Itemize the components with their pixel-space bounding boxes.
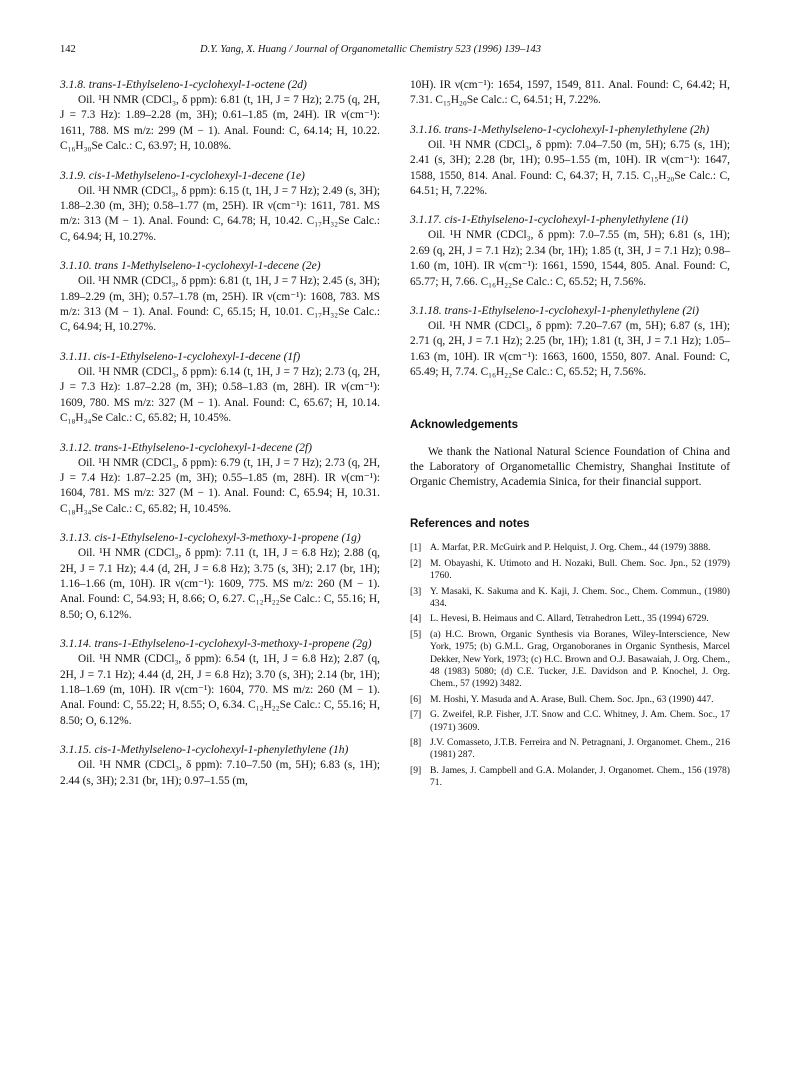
reference-text: M. Obayashi, K. Utimoto and H. Nozaki, Bull. Chem. Soc. Jpn., 52 (1979) 1760. xyxy=(430,557,730,582)
section-title: 3.1.18. trans-1-Ethylseleno-1-cyclohexyl-1-phenylethylene (2i) xyxy=(410,305,699,318)
section-body: Oil. ¹H NMR (CDCl₃, δ ppm): 7.10–7.50 (m, 5H); 6.83 (s, 1H); 2.44 (s, 3H); 2.31 (br, 1H); 0.97–1.55 (m, xyxy=(60,759,380,787)
page-number: 142 xyxy=(60,44,76,55)
section-title: 3.1.9. cis-1-Methylseleno-1-cyclohexyl-1-decene (1e) xyxy=(60,169,305,182)
reference-item xyxy=(410,765,730,790)
reference-number: [9] xyxy=(410,764,422,776)
reference-item xyxy=(410,709,730,734)
section-title: 3.1.12. trans-1-Ethylseleno-1-cyclohexyl-1-decene (2f) xyxy=(60,441,312,454)
reference-text: Y. Masaki, K. Sakuma and K. Kaji, J. Chem. Soc., Chem. Commun., (1980) 434. xyxy=(430,585,730,609)
reference-number: [7] xyxy=(410,709,422,721)
running-title: D.Y. Yang, X. Huang / Journal of Organometallic Chemistry 523 (1996) 139–143 xyxy=(200,44,541,55)
section-3-1-16 xyxy=(410,123,730,200)
reference-text: (a) H.C. Brown, Organic Synthesis via Boranes, Wiley-Interscience, New York, 1975; (b) G.M.L. Grag, Organoboranes in Organic Synthesis, Marcel Dekker, New York, 1973; (c) H.C. Brown and O.J. Basawaiah, J. Org. Chem., 48 (1983) 5080; (d) C.E. Tucker, J.E. Davidson and P. Knochel, J. Org. Chem., 57 (1992) 3482. xyxy=(430,628,730,690)
right-column xyxy=(410,78,730,793)
left-column xyxy=(60,78,380,803)
section-body: Oil. ¹H NMR (CDCl₃, δ ppm): 7.04–7.50 (m, 5H); 6.75 (s, 1H); 2.41 (s, 3H); 2.28 (br, 1H); 0.95–1.55 (m, 10H). IR ν(cm⁻¹): 1647, 1588, 1550, 814. Anal. Found: C, 64.37; H, 7.15. C₁₅H₂₀Se Calc.: C, 64.51; H, 7.22%. xyxy=(410,138,730,198)
section-body: Oil. ¹H NMR (CDCl₃, δ ppm): 6.79 (t, 1H, J = 7 Hz); 2.73 (q, 2H, J = 7.4 Hz): 1.87–2.25 (m, 3H); 0.55–1.85 (m, 28H). IR ν(cm⁻¹): 1604, 781. MS m/z: 327 (M − 1). Anal. Found: C, 65.94; H, 10.31. C₁₈H₃₄Se Calc.: C, 65.82; H, 10.45%. xyxy=(60,456,380,515)
reference-text: J.V. Comasseto, J.T.B. Ferreira and N. Petragnani, J. Organomet. Chem., 216 (1981) 287. xyxy=(430,736,730,761)
reference-item xyxy=(410,542,730,554)
section-body: Oil. ¹H NMR (CDCl₃, δ ppm): 6.14 (t, 1H, J = 7 Hz); 2.73 (q, 2H, J = 7.3 Hz): 1.87–2.28 (m, 3H); 0.58–1.83 (m, 28H). IR ν(cm⁻¹): 1609, 780. MS m/z: 327 (M − 1). Anal. Found: C, 65.67; H, 10.14. C₁₈H₃₄Se Calc.: C, 65.82; H, 10.45%. xyxy=(60,365,380,425)
reference-text: B. James, J. Campbell and G.A. Molander, J. Organomet. Chem., 156 (1978) 71. xyxy=(430,764,730,789)
reference-text: M. Hoshi, Y. Masuda and A. Arase, Bull. Chem. Soc. Jpn., 63 (1990) 447. xyxy=(430,693,714,705)
reference-number: [6] xyxy=(410,693,422,705)
reference-number: [4] xyxy=(410,613,422,625)
section-3-1-17 xyxy=(410,213,730,290)
section-3-1-13 xyxy=(60,531,380,623)
acknowledgements-text: We thank the National Natural Science Foundation of China and the Laboratory of Organometallic Chemistry, Shanghai Institute of Organic Chemistry, Academia Sinica, for their financial support. xyxy=(410,445,730,489)
section-body: Oil. ¹H NMR (CDCl₃, δ ppm): 6.15 (t, 1H, J = 7 Hz); 2.49 (s, 3H); 1.88–2.30 (m, 3H); 0.58–1.77 (m, 25H). IR ν(cm⁻¹): 1611, 781. MS m/z: 313 (M − 1). Anal. Found: C, 64.78; H, 10.42. C₁₇H₃₂Se Calc.: C, 64.94; H, 10.27%. xyxy=(60,184,380,243)
reference-number: [1] xyxy=(410,542,422,554)
section-3-1-9 xyxy=(60,169,380,246)
section-body: Oil. ¹H NMR (CDCl₃, δ ppm): 6.81 (t, 1H, J = 7 Hz); 2.75 (q, 2H, J = 7.3 Hz): 1.89–2.28 (m, 3H); 0.61–1.85 (m, 24H). IR ν(cm⁻¹): 1611, 788. MS m/z: 299 (M − 1). Anal. Found: C, 64.14; H, 10.22. C₁₆H₃₀Se Calc.: C, 63.97; H, 10.08%. xyxy=(60,94,380,153)
reference-text: A. Marfat, P.R. McGuirk and P. Helquist, J. Org. Chem., 44 (1979) 3888. xyxy=(430,542,711,554)
reference-item xyxy=(410,558,730,583)
section-title: 3.1.10. trans 1-Methylseleno-1-cyclohexyl-1-decene (2e) xyxy=(60,260,321,273)
reference-text: G. Zweifel, R.P. Fisher, J.T. Snow and C.C. Whitney, J. Am. Chem. Soc., 17 (1971) 3609. xyxy=(430,709,730,733)
section-3-1-18 xyxy=(410,304,730,381)
reference-number: [2] xyxy=(410,557,422,569)
section-title: 3.1.16. trans-1-Methylseleno-1-cyclohexyl-1-phenylethylene (2h) xyxy=(410,123,710,136)
section-title: 3.1.13. cis-1-Ethylseleno-1-cyclohexyl-3-methoxy-1-propene (1g) xyxy=(60,532,361,545)
reference-item xyxy=(410,613,730,625)
section-3-1-8 xyxy=(60,78,380,155)
section-3-1-11 xyxy=(60,350,380,427)
section-title: 3.1.11. cis-1-Ethylseleno-1-cyclohexyl-1-decene (1f) xyxy=(60,350,301,363)
section-3-1-15 xyxy=(60,743,380,789)
reference-number: [8] xyxy=(410,736,422,748)
section-body: Oil. ¹H NMR (CDCl₃, δ ppm): 7.11 (t, 1H, J = 6.8 Hz); 2.88 (q, 2H, J = 7.1 Hz); 4.4 (d, 2H, J = 6.8 Hz); 3.75 (s, 3H); 2.17 (br, 1H); 1.16–1.66 (m, 10H). IR ν(cm⁻¹): 1609, 775. MS m/z: 260 (M − 1). Anal. Found: C, 54.93; H, 8.66; O, 6.27. C₁₂H₂₂Se Calc.: C, 55.16; H, 8.50; O, 6.12%. xyxy=(60,547,380,621)
section-title: 3.1.15. cis-1-Methylseleno-1-cyclohexyl-1-phenylethylene (1h) xyxy=(60,744,349,757)
section-3-1-15-continued xyxy=(410,78,730,109)
reference-item xyxy=(410,737,730,762)
section-body: Oil. ¹H NMR (CDCl₃, δ ppm): 7.20–7.67 (m, 5H); 6.87 (s, 1H); 2.71 (q, 2H, J = 7.1 Hz); 2.25 (br, 1H); 1.81 (t, 3H, J = 7.1 Hz); 1.05–1.63 (m, 10H). IR ν(cm⁻¹): 1663, 1600, 1550, 807. Anal. Found: C, 65.49; H, 7.74. C₁₆H₂₂Se Calc.: C, 65.52; H, 7.56%. xyxy=(410,320,730,379)
references-list xyxy=(410,542,730,789)
reference-item xyxy=(410,586,730,611)
reference-item xyxy=(410,694,730,706)
section-body: Oil. ¹H NMR (CDCl₃, δ ppm): 6.54 (t, 1H, J = 6.8 Hz); 2.87 (q, 2H, J = 7.1 Hz); 4.44 (d, 2H, J = 6.8 Hz); 3.70 (s, 3H); 2.14 (br, 1H); 1.18–1.69 (m, 10H). IR ν(cm⁻¹): 1604, 770. MS m/z: 260 (M − 1). Anal. Found: C, 55.22; H, 8.55; O, 6.34. C₁₂H₂₂Se Calc.: C, 55.16; H, 8.50; O, 6.12%. xyxy=(60,653,380,727)
section-body: Oil. ¹H NMR (CDCl₃, δ ppm): 7.0–7.55 (m, 5H); 6.81 (s, 1H); 2.69 (q, 2H, J = 7.1 Hz); 2.34 (br, 1H); 1.85 (t, 3H, J = 7.1 Hz); 0.98–1.60 (m, 10H). IR ν(cm⁻¹): 1661, 1590, 1544, 805. Anal. Found: C, 65.77; H, 7.66. C₁₆H₂₂Se Calc.: C, 65.52; H, 7.56%. xyxy=(410,229,730,288)
section-3-1-12 xyxy=(60,441,380,518)
section-title: 3.1.14. trans-1-Ethylseleno-1-cyclohexyl-3-methoxy-1-propene (2g) xyxy=(60,638,372,651)
reference-number: [3] xyxy=(410,585,422,597)
section-body-continued: 10H). IR ν(cm⁻¹): 1654, 1597, 1549, 811. Anal. Found: C, 64.42; H, 7.31. C₁₅H₂₀Se Calc.: C, 64.51; H, 7.22%. xyxy=(410,79,730,107)
section-title: 3.1.17. cis-1-Ethylseleno-1-cyclohexyl-1-phenylethylene (1i) xyxy=(410,214,689,227)
section-title: 3.1.8. trans-1-Ethylseleno-1-cyclohexyl-1-octene (2d) xyxy=(60,79,307,91)
section-3-1-10 xyxy=(60,259,380,336)
reference-item xyxy=(410,629,730,691)
section-body: Oil. ¹H NMR (CDCl₃, δ ppm): 6.81 (t, 1H, J = 7 Hz); 2.45 (s, 3H); 1.89–2.29 (m, 3H); 0.57–1.78 (m, 25H). IR ν(cm⁻¹): 1608, 783. MS m/z: 313 (M − 1). Anal. Found: C, 65.15; H, 10.01. C₁₇H₃₂Se Calc.: C, 64.94; H, 10.27%. xyxy=(60,275,380,334)
section-3-1-14 xyxy=(60,637,380,729)
acknowledgements-heading: Acknowledgements xyxy=(410,418,518,431)
reference-number: [5] xyxy=(410,628,422,640)
references-heading: References and notes xyxy=(410,518,530,531)
reference-text: L. Hevesi, B. Heimaus and C. Allard, Tetrahedron Lett., 35 (1994) 6729. xyxy=(430,613,709,625)
